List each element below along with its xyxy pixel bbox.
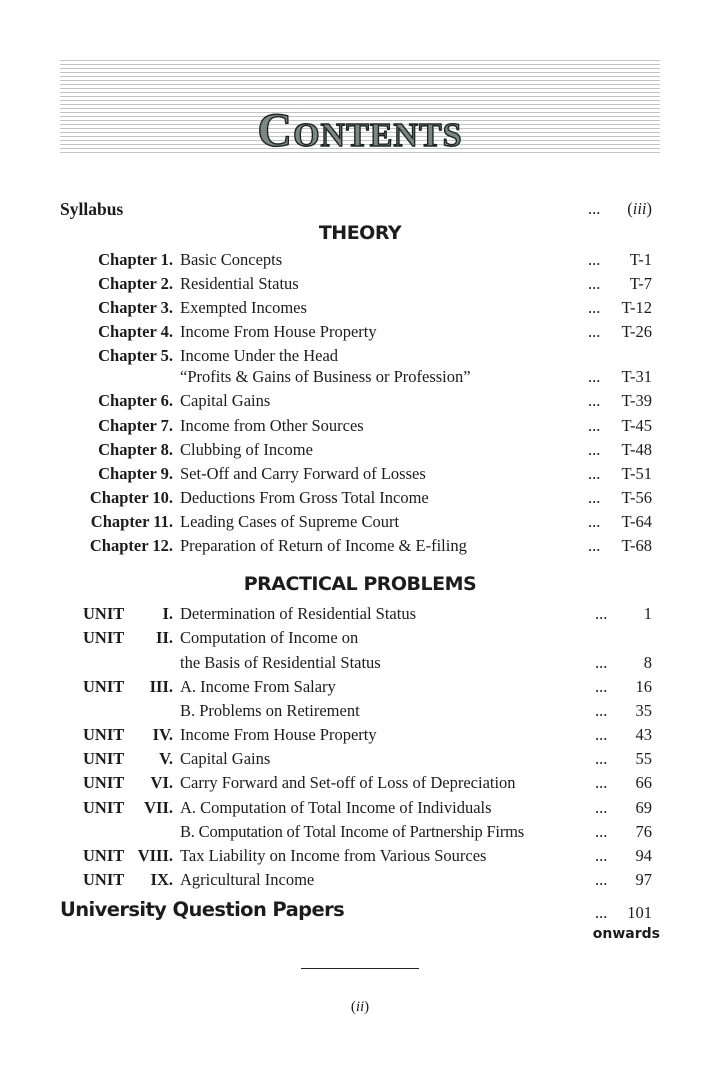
toc-row-unit-2-cont (60, 653, 660, 677)
toc-row-chapter-4 (60, 322, 660, 346)
unit-word: UNIT (83, 870, 125, 889)
toc-row-unit-7 (60, 798, 660, 822)
toc-row-chapter-8 (60, 440, 660, 464)
page-number: (iii) (627, 199, 652, 218)
unit-word: UNIT (83, 604, 125, 623)
toc-row-chapter-7 (60, 416, 660, 440)
folio: (ii) (350, 999, 370, 1015)
unit-title: Income From House Property (180, 725, 377, 744)
page-number: T-1 (629, 250, 652, 269)
chapter-label: Chapter 4. (98, 322, 173, 341)
syllabus-row (60, 199, 660, 223)
toc-row-chapter-12 (60, 536, 660, 560)
unit-title: Agricultural Income (180, 870, 315, 889)
leader-dots: ... (595, 701, 608, 720)
page-number: T-39 (621, 391, 652, 410)
unit-title: Capital Gains (180, 749, 271, 768)
unit-word: UNIT (83, 677, 125, 696)
syllabus-label: Syllabus (60, 199, 124, 219)
leader-dots: ... (595, 870, 608, 889)
chapter-title: Clubbing of Income (180, 440, 313, 459)
page-number: T-68 (621, 536, 652, 555)
university-papers-row (60, 903, 660, 927)
leader-dots: ... (588, 250, 601, 269)
leader-dots: ... (588, 274, 601, 293)
leader-dots: ... (595, 725, 608, 744)
leader-dots: ... (588, 536, 601, 555)
page-number: T-45 (621, 416, 652, 435)
leader-dots: ... (588, 391, 601, 410)
page-number: 55 (635, 749, 652, 768)
unit-word: UNIT (83, 846, 125, 865)
leader-dots: ... (595, 677, 608, 696)
leader-dots: ... (588, 416, 601, 435)
toc-row-chapter-10 (60, 488, 660, 512)
toc-row-unit-3b (60, 701, 660, 725)
page-number: T-12 (621, 298, 652, 317)
toc-row-chapter-3 (60, 298, 660, 322)
chapter-label: Chapter 5. (98, 346, 173, 365)
page-number: 101 (627, 903, 652, 922)
chapter-label: Chapter 10. (89, 488, 173, 507)
page-number: T-7 (629, 274, 652, 293)
toc-row-unit-6 (60, 773, 660, 797)
page-number: T-51 (621, 464, 652, 483)
page-number: 8 (643, 653, 652, 672)
unit-number: I. (162, 604, 173, 623)
chapter-title: Income From House Property (180, 322, 377, 341)
page-number: 66 (635, 773, 652, 792)
unit-number: VI. (150, 773, 173, 792)
chapter-title: Capital Gains (180, 391, 271, 410)
chapter-title: Residential Status (180, 274, 299, 293)
page-title: Contents (257, 104, 463, 157)
unit-title: Determination of Residential Status (180, 604, 416, 623)
page-number: 43 (635, 725, 652, 744)
page-number: T-56 (621, 488, 652, 507)
unit-word: UNIT (83, 628, 125, 647)
chapter-title: Preparation of Return of Income & E-filing (180, 536, 467, 555)
page-number: T-64 (621, 512, 652, 531)
toc-row-unit-3 (60, 677, 660, 701)
unit-number: IX. (150, 870, 173, 889)
unit-title: A. Income From Salary (180, 677, 336, 696)
toc-row-unit-2 (60, 628, 660, 652)
practical-heading: PRACTICAL PROBLEMS (243, 573, 477, 595)
university-papers-label: University Question Papers (60, 898, 345, 921)
page-number: 1 (643, 604, 652, 623)
leader-dots: ... (595, 604, 608, 623)
footer-rule (301, 968, 419, 969)
toc-row-unit-4 (60, 725, 660, 749)
chapter-label: Chapter 8. (98, 440, 173, 459)
toc-row-chapter-11 (60, 512, 660, 536)
chapter-label: Chapter 1. (98, 250, 173, 269)
chapter-label: Chapter 7. (98, 416, 173, 435)
chapter-label: Chapter 9. (98, 464, 173, 483)
toc-row-unit-5 (60, 749, 660, 773)
chapter-title: Set-Off and Carry Forward of Losses (180, 464, 426, 483)
toc-row-unit-9 (60, 870, 660, 894)
unit-number: III. (149, 677, 173, 696)
unit-number: V. (159, 749, 173, 768)
toc-row-chapter-9 (60, 464, 660, 488)
toc-row-chapter-1 (60, 250, 660, 274)
unit-title: Carry Forward and Set-off of Loss of Depreciation (180, 773, 516, 792)
unit-title: A. Computation of Total Income of Individuals (180, 798, 492, 817)
leader-dots: ... (595, 822, 608, 841)
chapter-title: Income Under the Head (180, 346, 339, 365)
leader-dots: ... (595, 798, 608, 817)
chapter-label: Chapter 2. (98, 274, 173, 293)
leader-dots: ... (588, 298, 601, 317)
toc-row-chapter-5-cont (60, 367, 660, 391)
page-number: 69 (635, 798, 652, 817)
toc-row-unit-1 (60, 604, 660, 628)
unit-number: IV. (152, 725, 173, 744)
unit-number: VIII. (137, 846, 173, 865)
chapter-title-continued: “Profits & Gains of Business or Profession” (180, 367, 471, 386)
toc-row-chapter-2 (60, 274, 660, 298)
chapter-title: Exempted Incomes (180, 298, 307, 317)
toc-row-chapter-6 (60, 391, 660, 415)
page-number: 76 (635, 822, 652, 841)
leader-dots: ... (588, 322, 601, 341)
unit-word: UNIT (83, 749, 125, 768)
chapter-title: Deductions From Gross Total Income (180, 488, 429, 507)
unit-word: UNIT (83, 798, 125, 817)
chapter-label: Chapter 6. (98, 391, 173, 410)
unit-subtitle: B. Computation of Total Income of Partnership Firms (180, 822, 524, 841)
unit-title-continued: the Basis of Residential Status (180, 653, 381, 672)
leader-dots: ... (588, 199, 601, 218)
leader-dots: ... (588, 488, 601, 507)
page-number: T-31 (621, 367, 652, 386)
toc-row-unit-8 (60, 846, 660, 870)
chapter-label: Chapter 11. (90, 512, 173, 531)
chapter-title: Income from Other Sources (180, 416, 364, 435)
unit-subtitle: B. Problems on Retirement (180, 701, 360, 720)
leader-dots: ... (588, 367, 601, 386)
unit-word: UNIT (83, 725, 125, 744)
unit-number: II. (156, 628, 173, 647)
leader-dots: ... (588, 464, 601, 483)
leader-dots: ... (595, 653, 608, 672)
leader-dots: ... (595, 903, 608, 922)
leader-dots: ... (595, 773, 608, 792)
chapter-label: Chapter 3. (98, 298, 173, 317)
unit-word: UNIT (83, 773, 125, 792)
unit-title: Computation of Income on (180, 628, 359, 647)
chapter-title: Leading Cases of Supreme Court (180, 512, 400, 531)
page-number: 94 (635, 846, 652, 865)
theory-heading: THEORY (318, 222, 402, 244)
page-number: T-48 (621, 440, 652, 459)
leader-dots: ... (588, 512, 601, 531)
page-number: 16 (635, 677, 652, 696)
chapter-title: Basic Concepts (180, 250, 283, 269)
chapter-label: Chapter 12. (89, 536, 173, 555)
page-number: 35 (635, 701, 652, 720)
leader-dots: ... (595, 846, 608, 865)
unit-title: Tax Liability on Income from Various Sources (180, 846, 487, 865)
unit-number: VII. (144, 798, 173, 817)
onwards-note: onwards (592, 926, 660, 942)
page-number: T-26 (621, 322, 652, 341)
leader-dots: ... (595, 749, 608, 768)
toc-row-unit-7b (60, 822, 660, 846)
page-number: 97 (635, 870, 652, 889)
leader-dots: ... (588, 440, 601, 459)
